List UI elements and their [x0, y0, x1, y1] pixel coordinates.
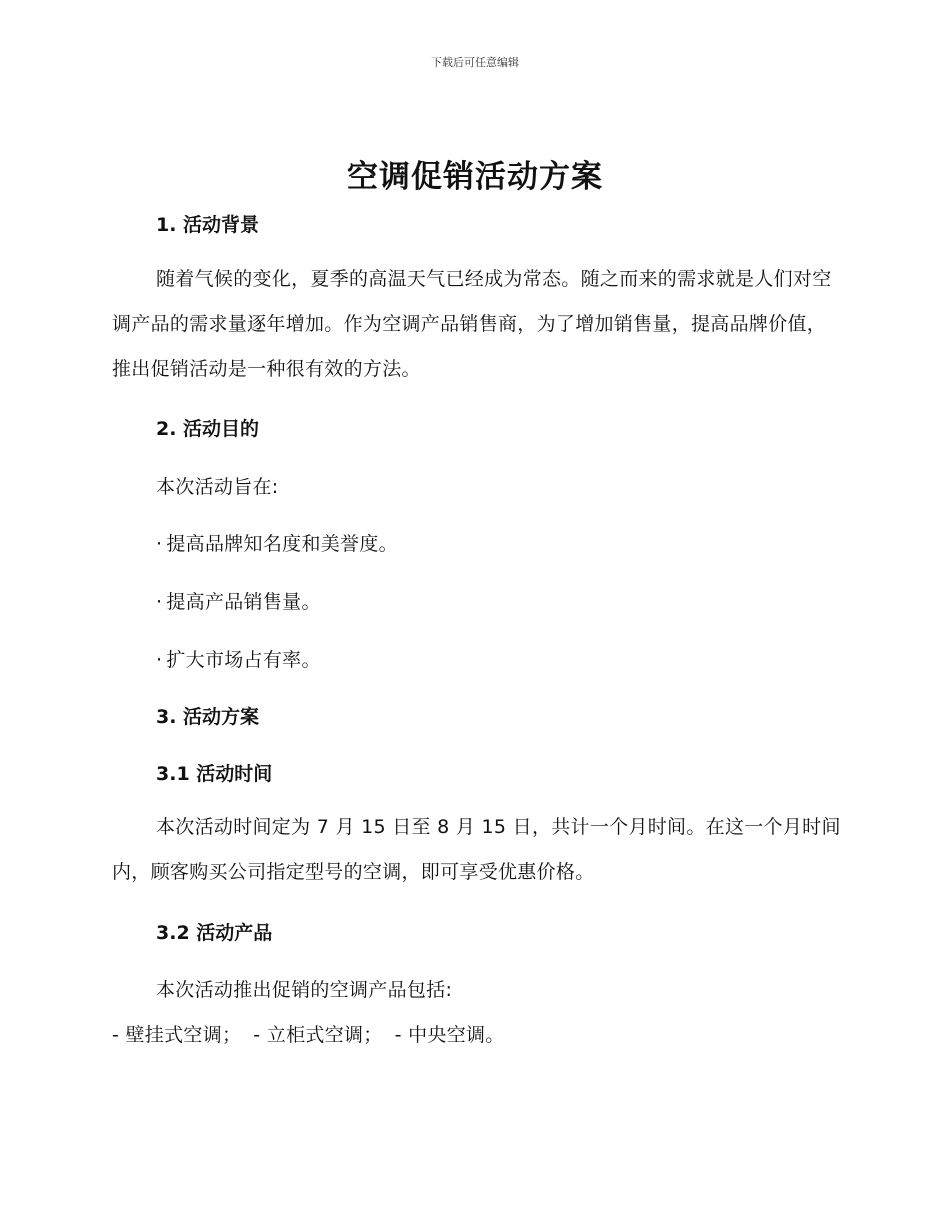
bullet-text: 提高产品销售量。 — [166, 591, 321, 613]
product-item: - 壁挂式空调； — [112, 1024, 242, 1046]
bullet-marker: · — [156, 649, 163, 671]
document-title: 空调促销活动方案 — [347, 159, 603, 195]
bullet-marker: · — [156, 533, 163, 555]
purpose-bullet — [156, 529, 398, 556]
bullet-text: 扩大市场占有率。 — [166, 649, 321, 671]
product-item: - 中央空调。 — [394, 1024, 505, 1046]
subsection-heading-time: 3.1 活动时间 — [156, 763, 273, 785]
section-heading-plan: 3. 活动方案 — [156, 706, 260, 728]
background-paragraph: 随着气候的变化，夏季的高温天气已经成为常态。随之而来的需求就是人们对空调产品的需求量逐年增加。作为空调产品销售商，为了增加销售量，提高品牌价值，推出促销活动是一种很有效的方法。 — [112, 268, 832, 380]
product-item: - 立柜式空调； — [253, 1024, 383, 1046]
products-intro: 本次活动推出促销的空调产品包括: — [156, 979, 453, 1001]
product-list — [112, 1020, 505, 1047]
bullet-text: 提高品牌知名度和美誉度。 — [166, 533, 398, 555]
purpose-bullet — [156, 645, 321, 672]
section-heading-purpose: 2. 活动目的 — [156, 418, 260, 440]
purpose-bullet — [156, 587, 321, 614]
section-heading-background: 1. 活动背景 — [156, 214, 260, 236]
purpose-intro: 本次活动旨在: — [156, 476, 279, 498]
bullet-marker: · — [156, 591, 163, 613]
header-note: 下载后可任意编辑 — [431, 56, 519, 69]
time-paragraph: 本次活动时间定为 7 月 15 日至 8 月 15 日，共计一个月时间。在这一个月时间内，顾客购买公司指定型号的空调，即可享受优惠价格。 — [112, 816, 841, 883]
subsection-heading-products: 3.2 活动产品 — [156, 922, 273, 944]
